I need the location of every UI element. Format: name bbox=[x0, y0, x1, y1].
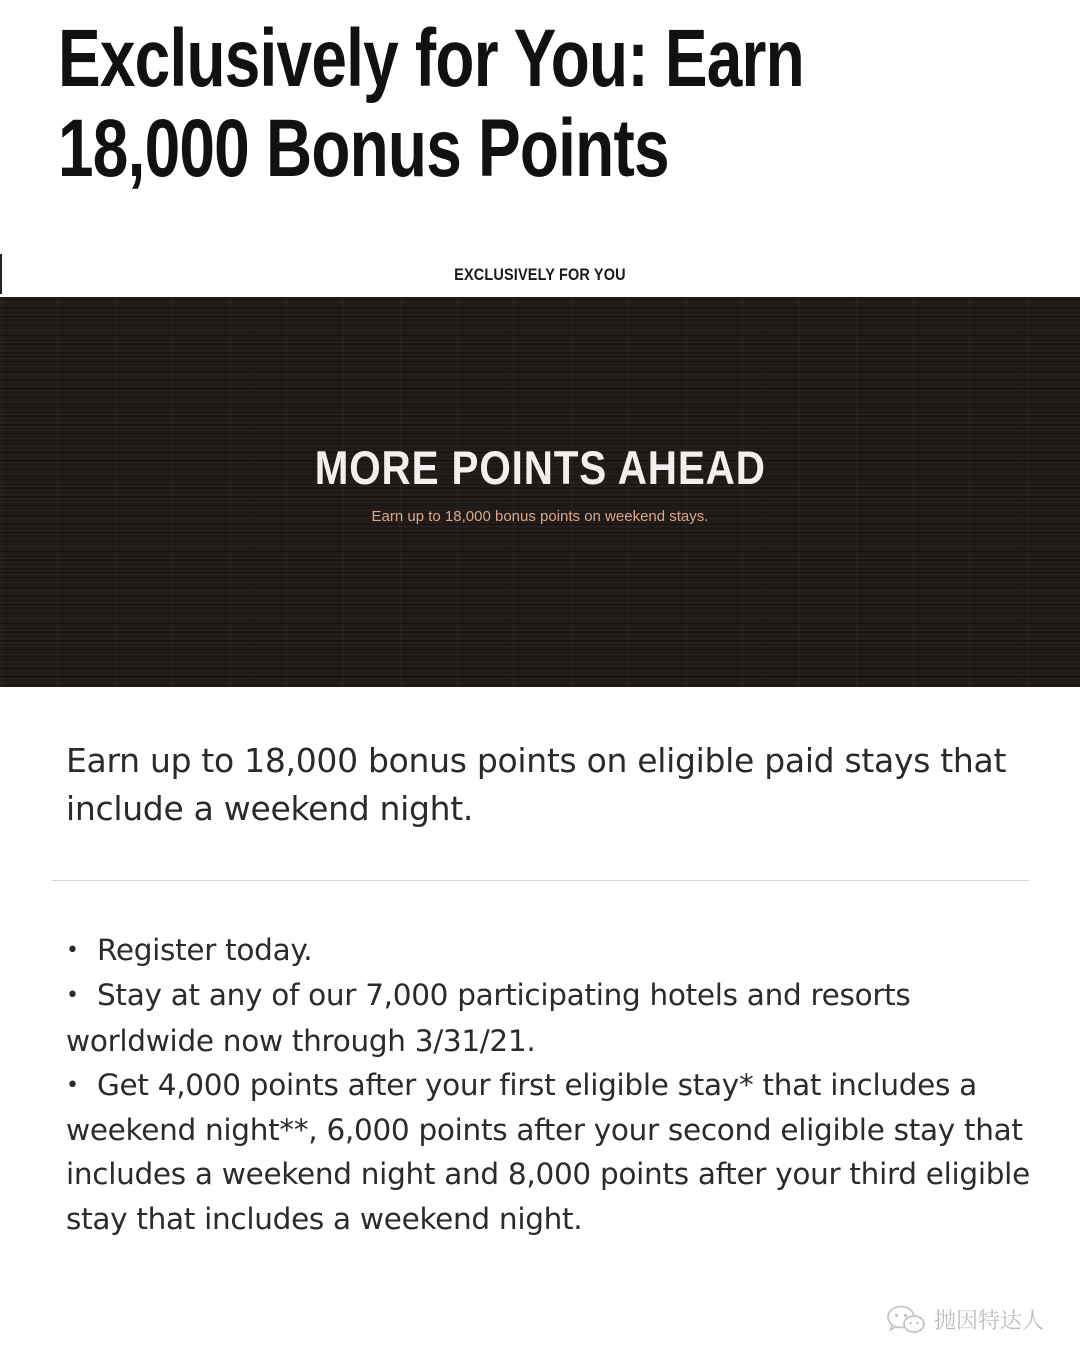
step-text: Register today. bbox=[97, 933, 313, 967]
banner-title bbox=[0, 440, 1080, 495]
watermark-text: 抛因特达人 bbox=[933, 1309, 1044, 1334]
banner-subtitle: Earn up to 18,000 bonus points on weekend stays. bbox=[371, 508, 709, 525]
promo-banner bbox=[0, 297, 1080, 687]
page-headline bbox=[58, 14, 830, 194]
steps-list bbox=[66, 928, 1041, 1241]
headline-line-1: Exclusively for You: Earn bbox=[58, 13, 804, 104]
bullet-icon: • bbox=[66, 938, 79, 963]
step-text: Stay at any of our 7,000 participating hotels and resorts worldwide now through 3/31/21. bbox=[66, 978, 911, 1058]
step-item-earn bbox=[66, 1068, 1030, 1236]
intro-paragraph: Earn up to 18,000 bonus points on eligible paid stays that include a weekend night. bbox=[66, 741, 1007, 828]
step-item-register bbox=[66, 933, 312, 967]
headline-line-2: 18,000 Bonus Points bbox=[58, 103, 669, 194]
banner-title-text: MORE POINTS AHEAD bbox=[314, 441, 766, 494]
eyebrow-text: EXCLUSIVELY FOR YOU bbox=[454, 265, 626, 284]
section-divider bbox=[52, 880, 1029, 881]
step-text: Get 4,000 points after your first eligible stay* that includes a weekend night**, 6,000 points after your second eligible stay that includes a weekend night and 8,000 points after your third eligible stay that includes a weekend night. bbox=[66, 1067, 1030, 1236]
step-item-stay bbox=[66, 978, 911, 1057]
bullet-icon: • bbox=[66, 1072, 79, 1098]
eyebrow-label bbox=[0, 265, 1080, 285]
wechat-icon bbox=[886, 1305, 926, 1335]
bullet-icon: • bbox=[66, 983, 79, 1009]
watermark bbox=[886, 1304, 1044, 1335]
